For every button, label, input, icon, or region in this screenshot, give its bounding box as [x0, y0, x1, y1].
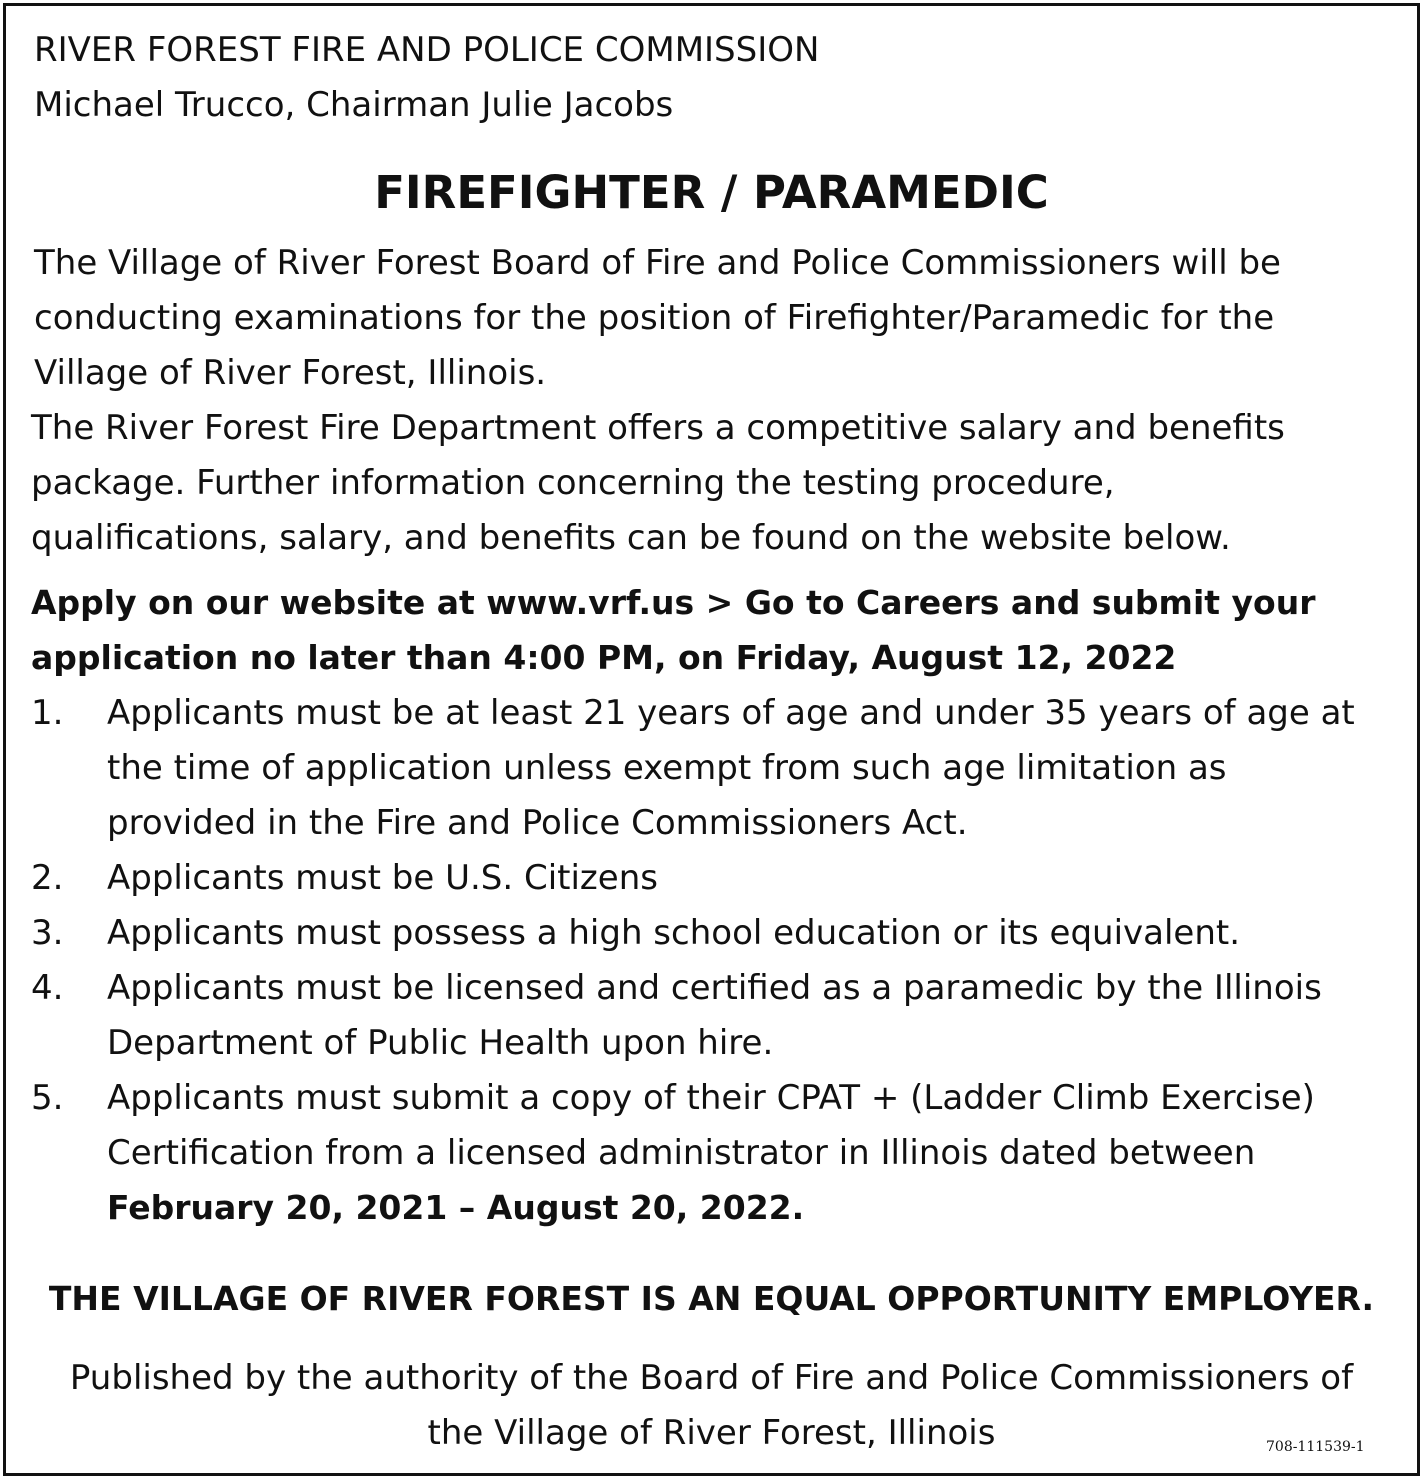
page-title: FIREFIGHTER / PARAMEDIC — [374, 166, 1049, 219]
list-item-text: Applicants must be U.S. Citizens — [107, 858, 658, 898]
list-item-text: provided in the Fire and Police Commissioners Act. — [107, 803, 968, 843]
intro-p1-line2: conducting examinations for the position of Firefighter/Paramedic for the — [34, 298, 1275, 338]
apply-line2: application no later than 4:00 PM, on Friday, August 12, 2022 — [31, 638, 1177, 677]
apply-line1: Apply on our website at www.vrf.us > Go to Careers and submit your — [31, 583, 1316, 622]
list-item-number: 4. — [31, 968, 64, 1008]
intro-p1-line3: Village of River Forest, Illinois. — [34, 353, 547, 393]
list-item-number: 2. — [31, 858, 64, 898]
footer-line2: the Village of River Forest, Illinois — [427, 1413, 996, 1453]
list-item-number: 3. — [31, 913, 64, 953]
list-item-text: Applicants must be at least 21 years of age and under 35 years of age at — [107, 693, 1355, 733]
list-item-text: Certification from a licensed administrator in Illinois dated between — [107, 1133, 1256, 1173]
notice-border — [3, 3, 1420, 1476]
footer-line1: Published by the authority of the Board of Fire and Police Commissioners of — [69, 1358, 1354, 1398]
cpat-date-range: February 20, 2021 – August 20, 2022. — [107, 1188, 805, 1227]
intro-p1-line1: The Village of River Forest Board of Fire and Police Commissioners will be — [34, 243, 1281, 283]
list-item-text: the time of application unless exempt from such age limitation as — [107, 748, 1227, 788]
list-item-number: 1. — [31, 693, 64, 733]
intro-p2-line2: package. Further information concerning the testing procedure, — [31, 463, 1115, 503]
org-name: RIVER FOREST FIRE AND POLICE COMMISSION — [34, 30, 820, 70]
list-item-text: Applicants must submit a copy of their CPAT + (Ladder Climb Exercise) — [107, 1078, 1315, 1118]
list-item-text: Applicants must possess a high school education or its equivalent. — [107, 913, 1241, 953]
ad-code: 708-111539-1 — [1266, 1439, 1365, 1455]
list-item-text: Applicants must be licensed and certified as a paramedic by the Illinois — [107, 968, 1322, 1008]
intro-p2-line3: qualifications, salary, and benefits can be found on the website below. — [31, 518, 1231, 558]
list-item-number: 5. — [31, 1078, 64, 1118]
list-item-text: Department of Public Health upon hire. — [107, 1023, 774, 1063]
officers: Michael Trucco, Chairman Julie Jacobs — [34, 85, 674, 125]
intro-p2-line1: The River Forest Fire Department offers a competitive salary and benefits — [31, 408, 1285, 448]
eoe-statement: THE VILLAGE OF RIVER FOREST IS AN EQUAL OPPORTUNITY EMPLOYER. — [48, 1279, 1375, 1318]
